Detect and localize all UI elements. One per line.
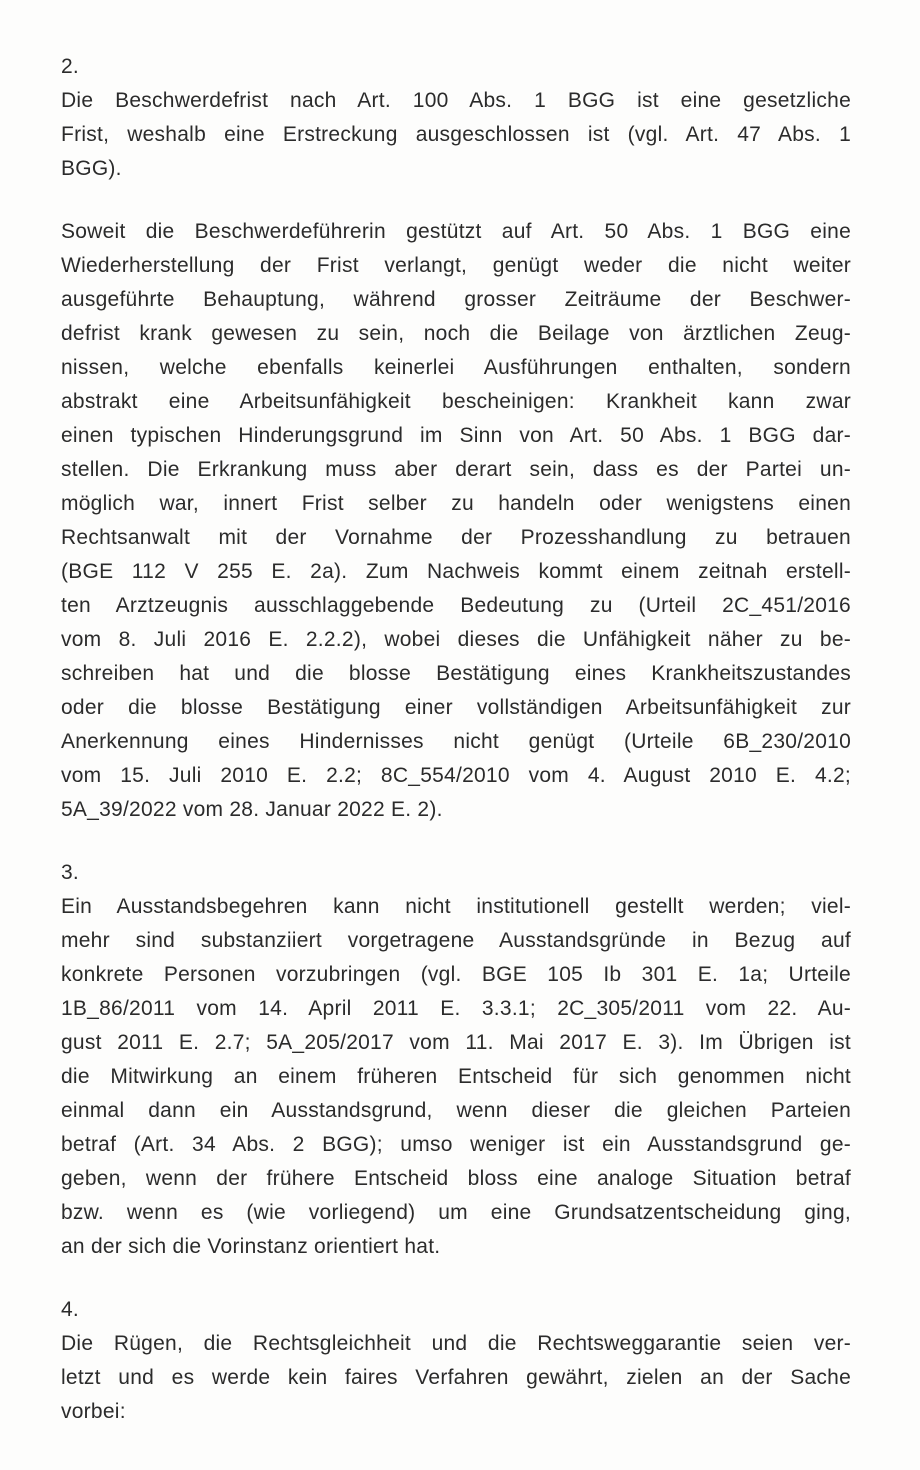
section-number-2: 2. (61, 55, 80, 78)
paragraph-line: Frist, weshalb eine Erstreckung ausgeschlossen ist (vgl. Art. 47 Abs. 1 (61, 123, 851, 146)
paragraph-line: (BGE 112 V 255 E. 2a). Zum Nachweis kommt einem zeitnah erstell- (61, 560, 851, 583)
section-number-3: 3. (61, 861, 80, 884)
paragraph-line: schreiben hat und die blosse Bestätigung eines Krankheitszustandes (61, 662, 851, 685)
paragraph-line: an der sich die Vorinstanz orientiert hat. (61, 1235, 441, 1258)
paragraph-line: stellen. Die Erkrankung muss aber derart sein, dass es der Partei un- (61, 458, 851, 481)
paragraph-line: Soweit die Beschwerdeführerin gestützt auf Art. 50 Abs. 1 BGG eine (61, 220, 851, 243)
paragraph-line: einen typischen Hinderungsgrund im Sinn von Art. 50 Abs. 1 BGG dar- (61, 424, 851, 447)
paragraph-line: konkrete Personen vorzubringen (vgl. BGE 105 Ib 301 E. 1a; Urteile (61, 963, 851, 986)
paragraph-line: vorbei: (61, 1400, 126, 1423)
paragraph-line: möglich war, innert Frist selber zu handeln oder wenigstens einen (61, 492, 851, 515)
paragraph-line: defrist krank gewesen zu sein, noch die Beilage von ärztlichen Zeug- (61, 322, 851, 345)
paragraph-line: geben, wenn der frühere Entscheid bloss eine analoge Situation betraf (61, 1167, 851, 1190)
paragraph-line: letzt und es werde kein faires Verfahren gewährt, zielen an der Sache (61, 1366, 851, 1389)
paragraph-line: 5A_39/2022 vom 28. Januar 2022 E. 2). (61, 798, 443, 821)
section-number-4: 4. (61, 1298, 80, 1321)
paragraph-line: bzw. wenn es (wie vorliegend) um eine Grundsatzentscheidung ging, (61, 1201, 851, 1224)
paragraph-line: vom 15. Juli 2010 E. 2.2; 8C_554/2010 vom 4. August 2010 E. 4.2; (61, 764, 851, 787)
paragraph-line: betraf (Art. 34 Abs. 2 BGG); umso weniger ist ein Ausstandsgrund ge- (61, 1133, 851, 1156)
paragraph-line: Ein Ausstandsbegehren kann nicht institutionell gestellt werden; viel- (61, 895, 851, 918)
paragraph-line: mehr sind substanziiert vorgetragene Ausstandsgründe in Bezug auf (61, 929, 851, 952)
paragraph-line: oder die blosse Bestätigung einer vollständigen Arbeitsunfähigkeit zur (61, 696, 851, 719)
paragraph-line: vom 8. Juli 2016 E. 2.2.2), wobei dieses die Unfähigkeit näher zu be- (61, 628, 851, 651)
paragraph-line: Die Rügen, die Rechtsgleichheit und die Rechtsweggarantie seien ver- (61, 1332, 851, 1355)
paragraph-line: Rechtsanwalt mit der Vornahme der Prozesshandlung zu betrauen (61, 526, 851, 549)
paragraph-line: einmal dann ein Ausstandsgrund, wenn dieser die gleichen Parteien (61, 1099, 851, 1122)
paragraph-line: die Mitwirkung an einem früheren Entscheid für sich genommen nicht (61, 1065, 851, 1088)
paragraph-line: 1B_86/2011 vom 14. April 2011 E. 3.3.1; 2C_305/2011 vom 22. Au- (61, 997, 851, 1020)
paragraph-line: nissen, welche ebenfalls keinerlei Ausführungen enthalten, sondern (61, 356, 851, 379)
paragraph-line: ausgeführte Behauptung, während grosser Zeiträume der Beschwer- (61, 288, 851, 311)
paragraph-line: BGG). (61, 157, 122, 180)
paragraph-line: Wiederherstellung der Frist verlangt, genügt weder die nicht weiter (61, 254, 851, 277)
paragraph-line: Anerkennung eines Hindernisses nicht genügt (Urteile 6B_230/2010 (61, 730, 851, 753)
paragraph-line: Die Beschwerdefrist nach Art. 100 Abs. 1 BGG ist eine gesetzliche (61, 89, 851, 112)
paragraph-line: abstrakt eine Arbeitsunfähigkeit bescheinigen: Krankheit kann zwar (61, 390, 851, 413)
paragraph-line: ten Arztzeugnis ausschlaggebende Bedeutung zu (Urteil 2C_451/2016 (61, 594, 851, 617)
paragraph-line: gust 2011 E. 2.7; 5A_205/2017 vom 11. Mai 2017 E. 3). Im Übrigen ist (61, 1031, 851, 1054)
